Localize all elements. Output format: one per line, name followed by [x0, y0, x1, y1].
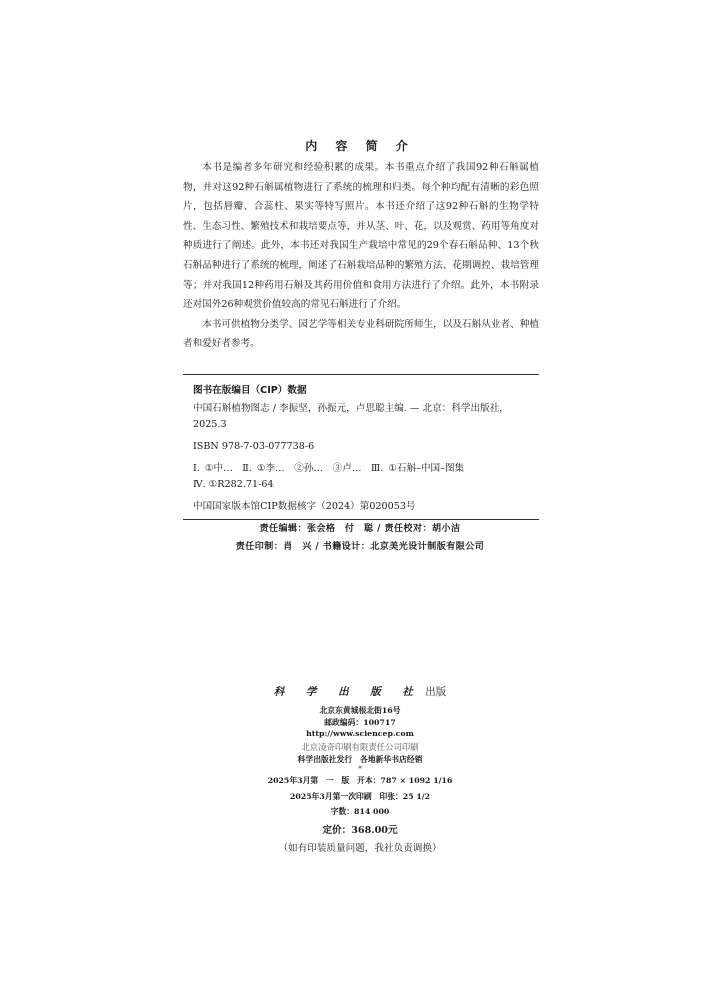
publisher-suffix: 出版	[425, 686, 447, 698]
cip-top-rule	[183, 374, 539, 375]
staff-line-production: 责任印制：肖 兴 / 书籍设计：北京美光设计制版有限公司	[235, 542, 485, 552]
summary-title: 内 容 简 介	[305, 139, 415, 153]
summary-paragraph: 本书可供植物分类学、园艺学等相关专业科研院所师生，以及石斛从业者、种植者和爱好者参考。	[183, 318, 539, 350]
printing-line: 2025年3月第一次印刷 印张：25 1/2	[289, 791, 431, 801]
publisher-section	[0, 684, 720, 858]
cip-heading: 图书在版编目（CIP）数据	[193, 385, 307, 396]
summary-paragraph: 本书是编者多年研究和经验积累的成果。本书重点介绍了我国92种石斛属植物，并对这92种石斛属植物进行了系统的梳理和归类。每个种均配有清晰的彩色照片，包括唇瓣、合蕊柱、果实等特写照片。本书还介绍了这92种石斛的生物学特性、生态习性、繁殖技术和栽培要点等，并从茎、叶、花，以及观赏、药用等角度对种质进行了阐述。此外，本书还对我国生产栽培中常见的29个春石斛品种、13个秋石斛品种进行了系统的梳理，阐述了石斛栽培品种的繁殖方法、花期调控、栽培管理等；并对我国12种药用石斛及其药用价值和食用方法进行了介绍。此外，本书附录还对国外26种观赏价值较高的常见石斛进行了介绍。	[183, 162, 539, 311]
cip-number: 中国国家版本馆CIP数据核字（2024）第020053号	[193, 501, 416, 512]
separator-star: *	[358, 765, 362, 773]
staff-credits	[0, 520, 720, 556]
publisher-postcode: 邮政编码：100717	[324, 717, 396, 727]
staff-line-editors: 责任编辑：张会格 付 聪 / 责任校对：胡小洁	[259, 524, 461, 534]
cip-classification-1: Ⅰ. ①中… Ⅱ. ①李… ②孙… ③卢… Ⅲ. ①石斛–中国–图集	[193, 463, 465, 474]
publisher-url: http://www.sciencep.com	[306, 729, 414, 738]
cip-entry: 中国石斛植物图志 / 李振坚，孙振元，卢思聪主编. — 北京：科学出版社，2025.3	[193, 403, 509, 430]
edition-line: 2025年3月第 一 版 开本：787 × 1092 1/16	[267, 776, 453, 785]
summary-section	[183, 158, 539, 354]
publisher-address: 北京东黄城根北街16号	[319, 706, 401, 715]
cip-classification-2: Ⅳ. ①R282.71-64	[193, 479, 274, 490]
cip-body	[183, 401, 539, 515]
printer-line: 北京凌奇印刷有限责任公司印刷	[301, 741, 419, 752]
distribution-line: 科学出版社发行 各地新华书店经销	[297, 754, 423, 764]
cip-isbn: ISBN 978-7-03-077738-6	[193, 441, 315, 452]
publisher-name-line	[0, 684, 720, 699]
price: 定价：368.00元	[322, 824, 398, 836]
word-count: 字数：814 000	[330, 807, 390, 816]
cip-block	[183, 374, 539, 520]
quality-notice: （如有印装质量问题，我社负责调换）	[278, 842, 442, 854]
publisher-brand: 科 学 出 版 社	[273, 686, 422, 698]
